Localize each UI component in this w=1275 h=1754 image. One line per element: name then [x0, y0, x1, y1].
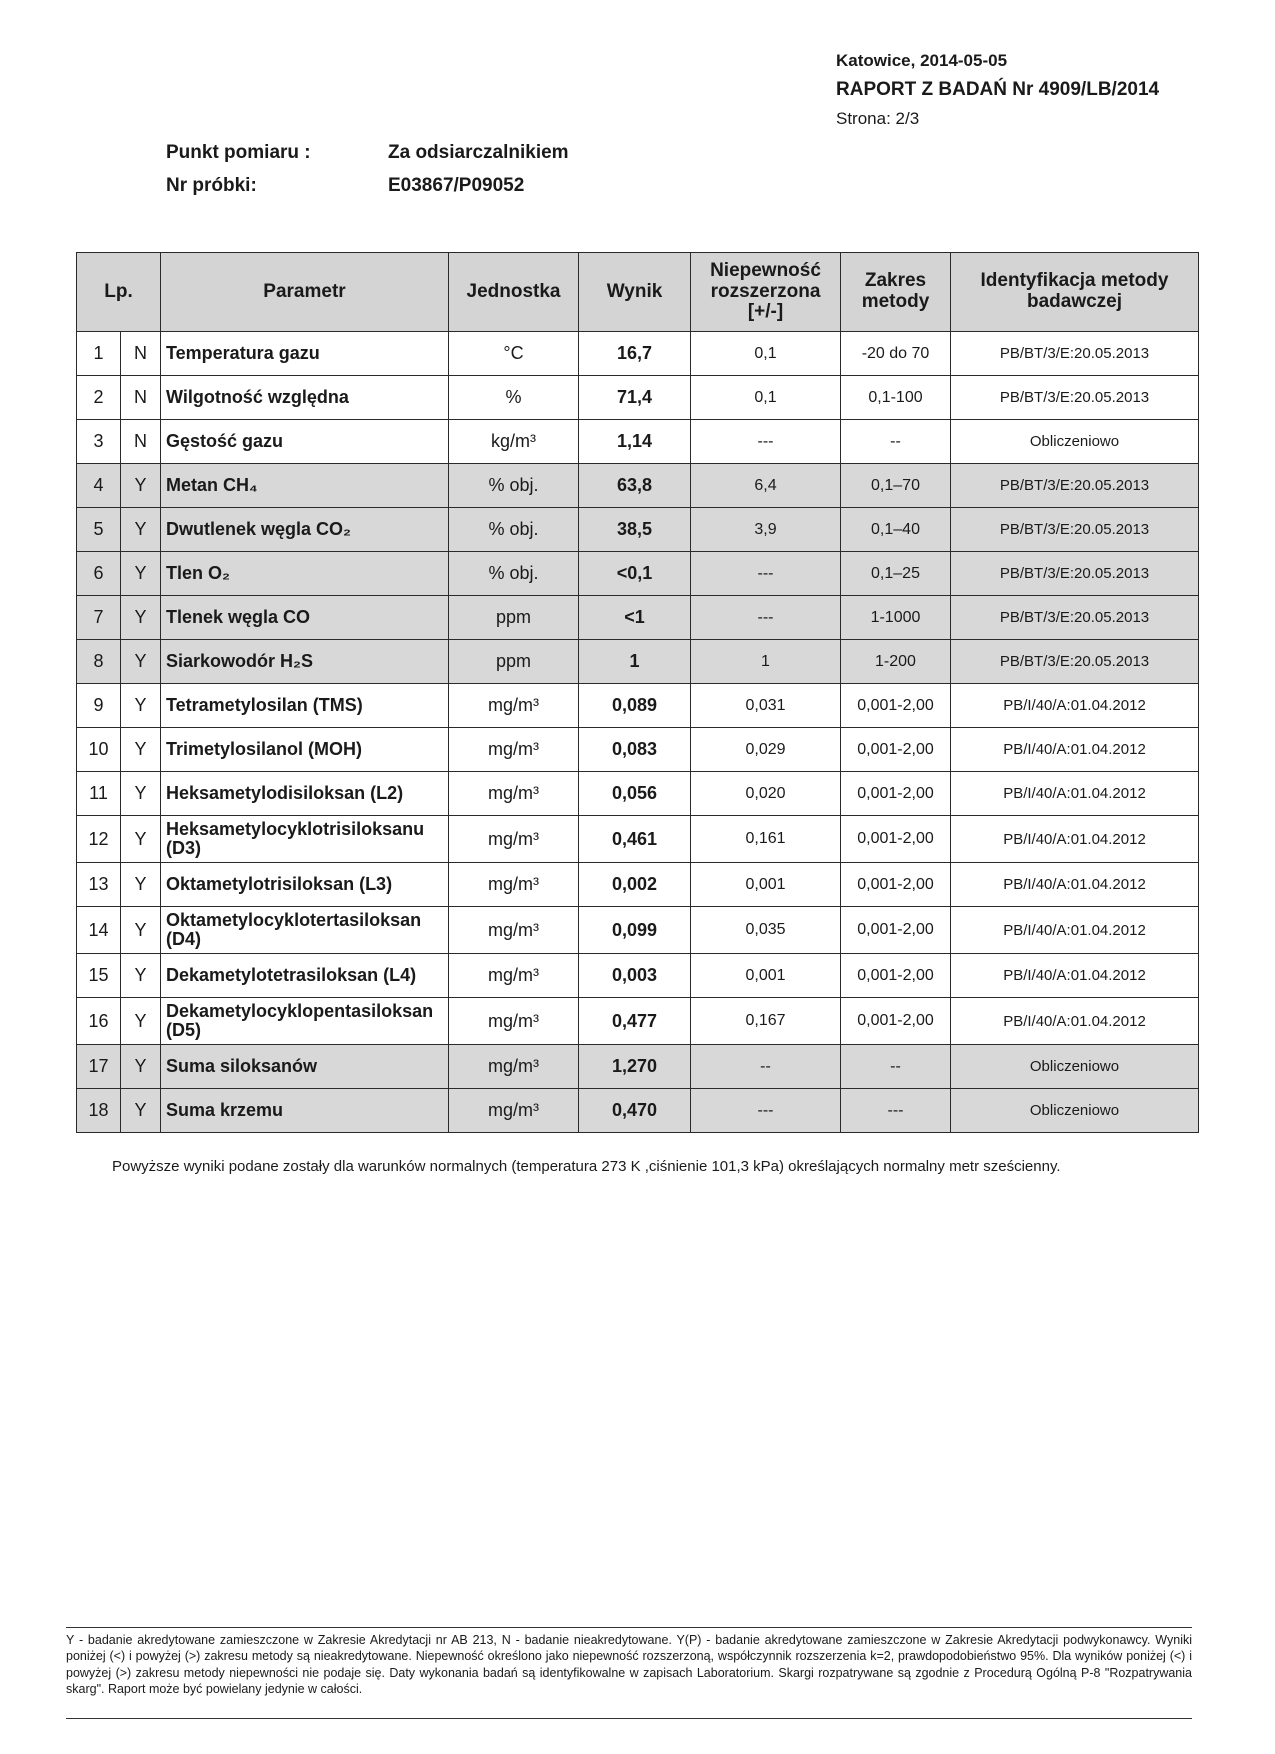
accreditation-flag: Y: [121, 464, 161, 508]
uncertainty-value: 0,167: [691, 998, 841, 1045]
measurement-point-value: Za odsiarczalnikiem: [388, 142, 569, 163]
method-id: PB/I/40/A:01.04.2012: [951, 772, 1199, 816]
accreditation-flag: Y: [121, 772, 161, 816]
accreditation-flag: Y: [121, 954, 161, 998]
unit-value: ppm: [449, 640, 579, 684]
table-row: [77, 464, 1199, 508]
table-row: [77, 772, 1199, 816]
table-row: [77, 998, 1199, 1045]
unit-value: % obj.: [449, 464, 579, 508]
unit-value: ppm: [449, 596, 579, 640]
parameter-name: Tlen O₂: [161, 552, 449, 596]
row-number: 14: [77, 907, 121, 954]
row-number: 2: [77, 376, 121, 420]
uncertainty-value: 0,001: [691, 954, 841, 998]
parameter-name: Wilgotność względna: [161, 376, 449, 420]
result-value: 0,461: [579, 816, 691, 863]
uncertainty-value: 0,1: [691, 332, 841, 376]
row-number: 6: [77, 552, 121, 596]
uncertainty-value: --: [691, 1045, 841, 1089]
method-range: 0,001-2,00: [841, 863, 951, 907]
accreditation-flag: Y: [121, 684, 161, 728]
method-range: ---: [841, 1089, 951, 1133]
parameter-name: Dekametylocyklopentasiloksan (D5): [161, 998, 449, 1045]
uncertainty-value: 6,4: [691, 464, 841, 508]
accreditation-flag: Y: [121, 552, 161, 596]
row-number: 17: [77, 1045, 121, 1089]
result-value: 0,002: [579, 863, 691, 907]
result-value: 1,14: [579, 420, 691, 464]
parameter-name: Heksametylodisiloksan (L2): [161, 772, 449, 816]
sample-id-row: [166, 175, 569, 208]
uncertainty-value: 1: [691, 640, 841, 684]
table-row: [77, 508, 1199, 552]
parameter-name: Heksametylocyklotrisiloksanu (D3): [161, 816, 449, 863]
header-method: Identyfikacja metody badawczej: [951, 253, 1199, 332]
row-number: 18: [77, 1089, 121, 1133]
method-id: PB/I/40/A:01.04.2012: [951, 998, 1199, 1045]
row-number: 5: [77, 508, 121, 552]
row-number: 1: [77, 332, 121, 376]
method-id: PB/I/40/A:01.04.2012: [951, 907, 1199, 954]
result-value: 0,083: [579, 728, 691, 772]
result-value: 1: [579, 640, 691, 684]
results-body: [77, 332, 1199, 1133]
method-id: Obliczeniowo: [951, 420, 1199, 464]
accreditation-flag: N: [121, 420, 161, 464]
method-id: PB/BT/3/E:20.05.2013: [951, 640, 1199, 684]
method-range: 0,001-2,00: [841, 954, 951, 998]
table-row: [77, 954, 1199, 998]
method-id: PB/I/40/A:01.04.2012: [951, 728, 1199, 772]
parameter-name: Dekametylotetrasiloksan (L4): [161, 954, 449, 998]
method-range: 0,1–40: [841, 508, 951, 552]
method-id: PB/I/40/A:01.04.2012: [951, 684, 1199, 728]
uncertainty-value: ---: [691, 596, 841, 640]
result-value: 0,089: [579, 684, 691, 728]
measurement-point-row: [166, 142, 569, 175]
row-number: 9: [77, 684, 121, 728]
unit-value: % obj.: [449, 552, 579, 596]
unit-value: %: [449, 376, 579, 420]
row-number: 3: [77, 420, 121, 464]
method-id: Obliczeniowo: [951, 1089, 1199, 1133]
result-value: 63,8: [579, 464, 691, 508]
unit-value: mg/m³: [449, 684, 579, 728]
sample-id-value: E03867/P09052: [388, 175, 525, 196]
unit-value: mg/m³: [449, 1089, 579, 1133]
method-id: PB/BT/3/E:20.05.2013: [951, 464, 1199, 508]
page-number: Strona: 2/3: [836, 109, 920, 128]
method-id: PB/BT/3/E:20.05.2013: [951, 596, 1199, 640]
result-value: 71,4: [579, 376, 691, 420]
result-value: 0,477: [579, 998, 691, 1045]
unit-value: mg/m³: [449, 728, 579, 772]
row-number: 15: [77, 954, 121, 998]
header-parameter: Parametr: [161, 253, 449, 332]
result-value: 16,7: [579, 332, 691, 376]
method-range: 0,001-2,00: [841, 684, 951, 728]
method-id: PB/BT/3/E:20.05.2013: [951, 508, 1199, 552]
uncertainty-value: 0,020: [691, 772, 841, 816]
result-value: 0,099: [579, 907, 691, 954]
uncertainty-value: ---: [691, 552, 841, 596]
legal-notice: Y - badanie akredytowane zamieszczone w Zakresie Akredytacji nr AB 213, N - badanie nieakredytowane. Y(P) - badanie akredytowane zamieszczone w Zakresie Akredytacji podwykonawcy. Wyniki poniżej (<) i powyżej (>) zakresu metody są nieakredytowane. Niepewność określono jako niepewność rozszerzoną, współczynnik rozszerzenia k=2, prawdopodobieństwo 95%. Dla wyników poniżej (<) i powyżej (>) zakresu metody niepewności nie podaje się. Daty wykonania badań są identyfikowalne w zapisach Laboratorium. Skargi rozpatrywane są zgodnie z Procedurą Ogólną P-8 "Rozpatrywania skarg". Raport może być powielany jedynie w całości.: [66, 1633, 1192, 1696]
header-range: Zakres metody: [841, 253, 951, 332]
table-row: [77, 640, 1199, 684]
parameter-name: Dwutlenek węgla CO₂: [161, 508, 449, 552]
parameter-name: Temperatura gazu: [161, 332, 449, 376]
parameter-name: Tlenek węgla CO: [161, 596, 449, 640]
unit-value: mg/m³: [449, 863, 579, 907]
table-header-row: [77, 253, 1199, 332]
table-row: [77, 728, 1199, 772]
uncertainty-value: 0,029: [691, 728, 841, 772]
parameter-name: Metan CH₄: [161, 464, 449, 508]
table-row: [77, 376, 1199, 420]
table-row: [77, 907, 1199, 954]
unit-value: kg/m³: [449, 420, 579, 464]
table-row: [77, 552, 1199, 596]
method-range: -20 do 70: [841, 332, 951, 376]
sample-id-label: Nr próbki:: [166, 175, 257, 196]
unit-value: mg/m³: [449, 1045, 579, 1089]
method-id: PB/I/40/A:01.04.2012: [951, 816, 1199, 863]
unit-value: mg/m³: [449, 998, 579, 1045]
method-range: 0,001-2,00: [841, 998, 951, 1045]
accreditation-flag: Y: [121, 728, 161, 772]
method-range: --: [841, 420, 951, 464]
accreditation-flag: Y: [121, 863, 161, 907]
parameter-name: Suma krzemu: [161, 1089, 449, 1133]
unit-value: mg/m³: [449, 954, 579, 998]
parameter-name: Oktametylocyklotertasiloksan (D4): [161, 907, 449, 954]
parameter-name: Suma siloksanów: [161, 1045, 449, 1089]
accreditation-flag: Y: [121, 907, 161, 954]
unit-value: % obj.: [449, 508, 579, 552]
uncertainty-value: ---: [691, 420, 841, 464]
report-date: Katowice, 2014-05-05: [836, 51, 1008, 70]
row-number: 7: [77, 596, 121, 640]
parameter-name: Trimetylosilanol (MOH): [161, 728, 449, 772]
uncertainty-value: 0,1: [691, 376, 841, 420]
unit-value: mg/m³: [449, 816, 579, 863]
unit-value: mg/m³: [449, 907, 579, 954]
method-range: 1-1000: [841, 596, 951, 640]
accreditation-flag: Y: [121, 508, 161, 552]
accreditation-flag: N: [121, 332, 161, 376]
method-id: PB/BT/3/E:20.05.2013: [951, 552, 1199, 596]
table-row: [77, 684, 1199, 728]
row-number: 12: [77, 816, 121, 863]
header-lp: Lp.: [77, 253, 161, 332]
accreditation-flag: N: [121, 376, 161, 420]
uncertainty-value: 0,035: [691, 907, 841, 954]
method-id: PB/I/40/A:01.04.2012: [951, 954, 1199, 998]
legal-divider-top: [66, 1627, 1192, 1628]
report-number: RAPORT Z BADAŃ Nr 4909/LB/2014: [836, 79, 1160, 100]
method-range: 1-200: [841, 640, 951, 684]
accreditation-flag: Y: [121, 1045, 161, 1089]
method-id: Obliczeniowo: [951, 1045, 1199, 1089]
table-row: [77, 596, 1199, 640]
parameter-name: Tetrametylosilan (TMS): [161, 684, 449, 728]
result-value: 38,5: [579, 508, 691, 552]
table-row: [77, 1045, 1199, 1089]
method-range: 0,001-2,00: [841, 728, 951, 772]
method-range: --: [841, 1045, 951, 1089]
uncertainty-value: 0,161: [691, 816, 841, 863]
table-row: [77, 863, 1199, 907]
uncertainty-value: 3,9: [691, 508, 841, 552]
accreditation-flag: Y: [121, 998, 161, 1045]
parameter-name: Siarkowodór H₂S: [161, 640, 449, 684]
accreditation-flag: Y: [121, 816, 161, 863]
sample-info: [166, 142, 569, 208]
row-number: 10: [77, 728, 121, 772]
method-range: 0,1–70: [841, 464, 951, 508]
parameter-name: Gęstość gazu: [161, 420, 449, 464]
method-range: 0,1-100: [841, 376, 951, 420]
header-unit: Jednostka: [449, 253, 579, 332]
accreditation-flag: Y: [121, 596, 161, 640]
uncertainty-value: 0,001: [691, 863, 841, 907]
method-range: 0,001-2,00: [841, 907, 951, 954]
uncertainty-value: 0,031: [691, 684, 841, 728]
row-number: 16: [77, 998, 121, 1045]
row-number: 8: [77, 640, 121, 684]
table-row: [77, 1089, 1199, 1133]
method-id: PB/BT/3/E:20.05.2013: [951, 332, 1199, 376]
unit-value: °C: [449, 332, 579, 376]
table-row: [77, 332, 1199, 376]
method-range: 0,001-2,00: [841, 816, 951, 863]
row-number: 13: [77, 863, 121, 907]
parameter-name: Oktametylotrisiloksan (L3): [161, 863, 449, 907]
table-row: [77, 816, 1199, 863]
normal-conditions-note: Powyższe wyniki podane zostały dla warunków normalnych (temperatura 273 K ,ciśnienie 101,3 kPa) określających normalny metr sześcienny.: [112, 1158, 1061, 1175]
accreditation-flag: Y: [121, 1089, 161, 1133]
result-value: 0,056: [579, 772, 691, 816]
result-value: 0,003: [579, 954, 691, 998]
legal-divider-bottom: [66, 1718, 1192, 1719]
method-range: 0,1–25: [841, 552, 951, 596]
row-number: 11: [77, 772, 121, 816]
unit-value: mg/m³: [449, 772, 579, 816]
header-result: Wynik: [579, 253, 691, 332]
result-value: <0,1: [579, 552, 691, 596]
table-row: [77, 420, 1199, 464]
method-id: PB/I/40/A:01.04.2012: [951, 863, 1199, 907]
result-value: 1,270: [579, 1045, 691, 1089]
method-range: 0,001-2,00: [841, 772, 951, 816]
row-number: 4: [77, 464, 121, 508]
measurement-point-label: Punkt pomiaru :: [166, 142, 311, 163]
accreditation-flag: Y: [121, 640, 161, 684]
report-header: [836, 52, 1159, 127]
header-uncertainty: Niepewność rozszerzona [+/-]: [691, 253, 841, 332]
method-id: PB/BT/3/E:20.05.2013: [951, 376, 1199, 420]
result-value: <1: [579, 596, 691, 640]
results-table: [76, 252, 1199, 1133]
result-value: 0,470: [579, 1089, 691, 1133]
uncertainty-value: ---: [691, 1089, 841, 1133]
